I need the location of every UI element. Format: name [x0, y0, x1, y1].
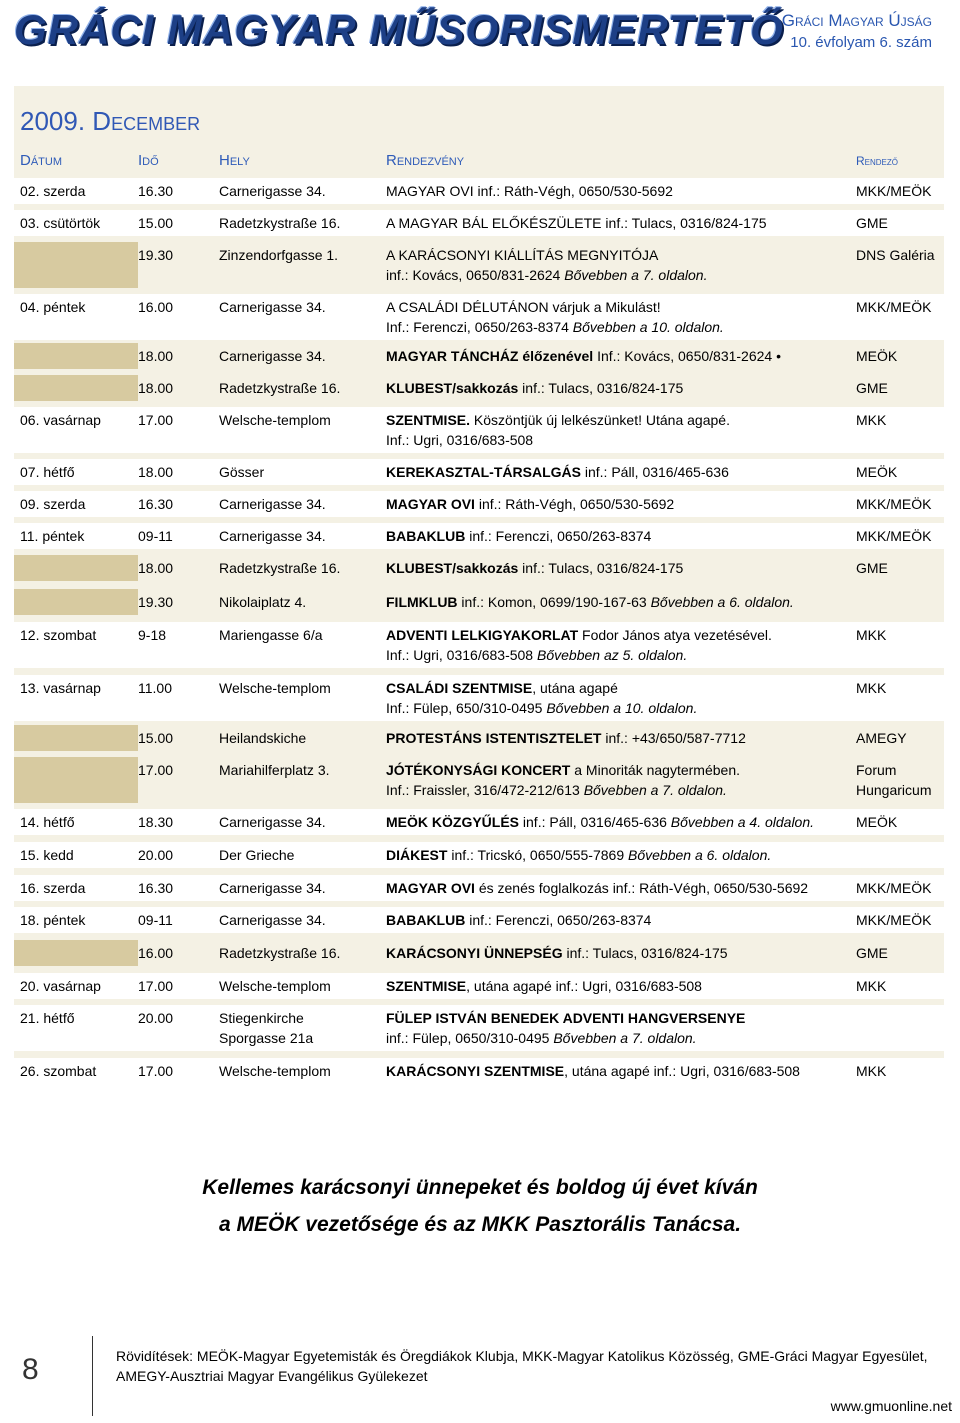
event-line	[386, 494, 674, 514]
event-cell	[386, 213, 767, 233]
organizer-line: MKK	[856, 1063, 887, 1079]
place-cell	[219, 878, 326, 898]
event-line	[386, 1061, 800, 1081]
event-title: KEREKASZTAL-TÁRSALGÁS	[386, 464, 581, 480]
month-heading: 2009. December	[20, 106, 201, 136]
table-row	[14, 757, 944, 803]
place-cell	[219, 592, 306, 612]
table-row	[14, 491, 944, 517]
place-cell	[219, 526, 326, 546]
time-cell: 09-11	[138, 912, 173, 928]
time-cell: 16.00	[138, 299, 174, 315]
event-cell	[386, 410, 730, 450]
event-line	[386, 317, 724, 337]
row-shade	[14, 940, 138, 966]
event-info: Fodor János atya vezetésével.	[578, 627, 772, 643]
date-cell: 07. hétfő	[20, 464, 75, 480]
event-cell	[386, 462, 729, 482]
time-cell: 20.00	[138, 847, 174, 863]
organizer-line: MKK	[856, 627, 887, 643]
row-shade	[14, 375, 138, 401]
organizer-cell	[856, 526, 931, 546]
page-reference: Bővebben az 5. oldalon.	[537, 647, 688, 663]
date-cell: 15. kedd	[20, 847, 74, 863]
table-row	[14, 907, 944, 933]
place-line: Radetzkystraße 16.	[219, 945, 341, 961]
time-cell: 18.00	[138, 560, 174, 576]
date-cell: 26. szombat	[20, 1063, 97, 1079]
event-info: Köszöntjük új lelkészünket! Utána agapé.	[470, 412, 730, 428]
event-info: A MAGYAR BÁL ELŐKÉSZÜLETE	[386, 215, 602, 231]
event-title: PROTESTÁNS ISTENTISZTELET	[386, 730, 602, 746]
event-line	[386, 378, 683, 398]
table-row	[14, 242, 944, 288]
column-header-event: Rendezvény	[386, 152, 465, 169]
place-line: Carnerigasse 34.	[219, 299, 326, 315]
organizer-cell	[856, 625, 886, 645]
event-cell	[386, 625, 772, 665]
event-cell	[386, 494, 674, 514]
organizer-line: DNS Galéria	[856, 247, 935, 263]
event-line	[386, 976, 702, 996]
organizer-cell	[856, 181, 931, 201]
organizer-cell	[856, 462, 897, 482]
event-info: A CSALÁDI DÉLUTÁNON várjuk a Mikulást!	[386, 299, 661, 315]
row-shade	[14, 589, 138, 615]
event-cell	[386, 378, 683, 398]
table-row	[14, 725, 944, 751]
time-cell: 15.00	[138, 730, 174, 746]
organizer-line: MKK	[856, 680, 887, 696]
event-cell	[386, 1008, 745, 1048]
event-cell	[386, 181, 673, 201]
event-line	[386, 297, 724, 317]
organizer-line: MKK/MEÖK	[856, 880, 932, 896]
event-cell	[386, 812, 814, 832]
organizer-line: MKK/MEÖK	[856, 912, 932, 928]
place-line: Carnerigasse 34.	[219, 814, 326, 830]
organizer-line: MKK/MEÖK	[856, 299, 932, 315]
event-cell	[386, 526, 651, 546]
date-cell: 16. szerda	[20, 880, 86, 896]
organizer-cell	[856, 728, 907, 748]
event-cell	[386, 910, 651, 930]
event-cell	[386, 297, 724, 337]
place-line: Welsche-templom	[219, 1063, 331, 1079]
place-line: Welsche-templom	[219, 680, 331, 696]
event-info: inf.: Fülep, 0650/310-0495	[386, 1030, 554, 1046]
place-line: Welsche-templom	[219, 412, 331, 428]
date-cell: 18. péntek	[20, 912, 86, 928]
event-info: Inf.: Ferenczi, 0650/263-8374	[386, 319, 573, 335]
table-row	[14, 1005, 944, 1051]
place-cell	[219, 378, 340, 398]
organizer-cell	[856, 943, 888, 963]
table-row	[14, 622, 944, 668]
place-cell	[219, 728, 306, 748]
place-cell	[219, 625, 323, 645]
time-cell: 9-18	[138, 627, 167, 643]
place-cell	[219, 845, 294, 865]
event-info: inf.: Páll, 0316/465-636	[519, 814, 671, 830]
table-row	[14, 407, 944, 453]
organizer-cell	[856, 378, 888, 398]
event-title: BABAKLUB	[386, 912, 466, 928]
event-title: MEÖK KÖZGYŰLÉS	[386, 814, 520, 830]
row-shade	[14, 242, 138, 288]
place-cell	[219, 410, 331, 430]
event-title: KLUBEST/sakkozás	[386, 380, 519, 396]
table-row	[14, 343, 944, 369]
organizer-cell	[856, 245, 935, 265]
event-line	[386, 346, 781, 366]
event-line	[386, 462, 729, 482]
event-cell	[386, 678, 697, 718]
event-info: Inf.: Fraissler, 316/472-212/613	[386, 782, 584, 798]
event-line	[386, 760, 740, 780]
table-row	[14, 555, 944, 581]
event-title: MAGYAR OVI	[386, 496, 475, 512]
table-row	[14, 294, 944, 340]
event-title: SZENTMISE	[386, 978, 467, 994]
table-row	[14, 875, 944, 901]
event-info: inf.: Tulacs, 0316/824-175	[601, 215, 767, 231]
organizer-cell	[856, 812, 897, 832]
table-row	[14, 940, 944, 966]
table-row	[14, 210, 944, 236]
place-line: Nikolaiplatz 4.	[219, 594, 307, 610]
place-cell	[219, 245, 338, 265]
event-line	[386, 430, 730, 450]
event-cell	[386, 1061, 800, 1081]
place-line: Carnerigasse 34.	[219, 183, 326, 199]
place-cell	[219, 678, 331, 698]
date-cell: 04. péntek	[20, 299, 86, 315]
organizer-line: MEÖK	[856, 348, 898, 364]
place-cell	[219, 910, 326, 930]
organizer-line: GME	[856, 560, 888, 576]
page-number: 8	[22, 1353, 39, 1386]
event-title: KARÁCSONYI SZENTMISE	[386, 1063, 565, 1079]
time-cell: 19.30	[138, 594, 174, 610]
date-cell: 02. szerda	[20, 183, 86, 199]
organizer-line: MKK	[856, 412, 887, 428]
time-cell: 16.30	[138, 880, 174, 896]
place-line: Stiegenkirche	[219, 1010, 304, 1026]
event-info: , utána agapé	[532, 680, 618, 696]
event-info: inf.: Tulacs, 0316/824-175	[562, 945, 728, 961]
row-shade	[14, 725, 138, 751]
time-cell: 18.00	[138, 464, 174, 480]
event-line	[386, 625, 772, 645]
place-line: Carnerigasse 34.	[219, 880, 326, 896]
event-title: FILMKLUB	[386, 594, 458, 610]
table-row	[14, 842, 944, 868]
event-info: inf.: Ferenczi, 0650/263-8374	[465, 528, 652, 544]
organizer-cell	[856, 346, 897, 366]
place-line: Welsche-templom	[219, 978, 331, 994]
event-cell	[386, 976, 702, 996]
event-line	[386, 592, 794, 612]
place-cell	[219, 346, 326, 366]
event-info: inf.: Ferenczi, 0650/263-8374	[465, 912, 652, 928]
page-reference: Bővebben a 10. oldalon.	[546, 700, 698, 716]
time-cell: 17.00	[138, 412, 174, 428]
event-cell	[386, 878, 808, 898]
place-cell	[219, 462, 264, 482]
place-line: Der Grieche	[219, 847, 295, 863]
column-header-date: Dátum	[20, 152, 62, 169]
organizer-line: GME	[856, 380, 888, 396]
event-line	[386, 645, 772, 665]
organizer-line: MKK/MEÖK	[856, 183, 932, 199]
row-shade	[14, 757, 138, 803]
page-reference: Bővebben a 7. oldalon.	[564, 267, 708, 283]
event-line	[386, 1008, 745, 1028]
place-cell	[219, 494, 326, 514]
event-cell	[386, 760, 740, 800]
event-info: inf.: Ráth-Végh, 0650/530-5692	[473, 183, 673, 199]
place-line: Mariengasse 6/a	[219, 627, 323, 643]
event-cell	[386, 558, 683, 578]
place-cell	[219, 812, 326, 832]
abbreviations-line-1: Rövidítések: MEÖK-Magyar Egyetemisták és Öregdiákok Klubja, MKK-Magyar Katolikus Közösség, GME-Gráci Magyar Egyesület,	[116, 1348, 928, 1364]
event-info: , utána agapé inf.: Ugri, 0316/683-508	[564, 1063, 800, 1079]
event-line	[386, 265, 707, 285]
row-shade	[14, 555, 138, 581]
time-cell: 16.30	[138, 183, 174, 199]
organizer-cell	[856, 213, 888, 233]
event-title: MAGYAR TÁNCHÁZ élőzenével	[386, 348, 594, 364]
event-title: BABAKLUB	[386, 528, 466, 544]
date-cell: 09. szerda	[20, 496, 86, 512]
event-line	[386, 245, 707, 265]
organizer-cell	[856, 910, 931, 930]
date-cell: 03. csütörtök	[20, 215, 101, 231]
organizer-cell	[856, 494, 931, 514]
date-cell: 11. péntek	[20, 528, 85, 544]
event-line	[386, 845, 771, 865]
greeting-line-2: a MEÖK vezetősége és az MKK Pasztorális Tanácsa.	[218, 1213, 742, 1236]
event-info: inf.: Tulacs, 0316/824-175	[518, 560, 684, 576]
place-line: Carnerigasse 34.	[219, 348, 326, 364]
organizer-line: AMEGY	[856, 730, 907, 746]
organizer-line: MKK/MEÖK	[856, 528, 932, 544]
place-line: Heilandskiche	[219, 730, 307, 746]
table-row	[14, 1058, 944, 1084]
organizer-cell	[856, 678, 886, 698]
place-cell	[219, 1008, 313, 1048]
column-header-organizer: Rendező	[856, 154, 899, 168]
masthead-title: GRÁCI MAGYAR MŰSORISMERTETŐ	[14, 6, 784, 53]
time-cell: 18.00	[138, 348, 174, 364]
organizer-line: MKK	[856, 978, 887, 994]
place-cell	[219, 760, 330, 780]
abbreviations-line-2: AMEGY-Ausztriai Magyar Evangélikus Gyülekezet	[116, 1368, 428, 1384]
table-row	[14, 973, 944, 999]
organizer-cell	[856, 558, 888, 578]
event-line	[386, 410, 730, 430]
place-line: Radetzkystraße 16.	[219, 215, 341, 231]
event-line	[386, 812, 814, 832]
time-cell: 16.00	[138, 945, 174, 961]
time-cell: 18.00	[138, 380, 174, 396]
organizer-cell	[856, 410, 886, 430]
organizer-line: MEÖK	[856, 814, 898, 830]
event-title: KARÁCSONYI ÜNNEPSÉG	[386, 945, 563, 961]
event-title: CSALÁDI SZENTMISE	[386, 680, 533, 696]
place-line: Sporgasse 21a	[219, 1030, 314, 1046]
event-info: MAGYAR OVI	[386, 183, 474, 199]
event-info: inf.: Kovács, 0650/831-2624	[386, 267, 565, 283]
time-cell: 20.00	[138, 1010, 174, 1026]
event-cell	[386, 245, 707, 285]
event-line	[386, 728, 746, 748]
page-reference: Bővebben a 6. oldalon.	[650, 594, 794, 610]
page-reference: Bővebben a 7. oldalon.	[583, 782, 727, 798]
publication-name: Gráci Magyar Újság	[781, 11, 932, 30]
place-cell	[219, 181, 326, 201]
time-cell: 17.00	[138, 1063, 174, 1079]
time-cell: 16.30	[138, 496, 174, 512]
event-line	[386, 910, 651, 930]
place-line: Carnerigasse 34.	[219, 528, 326, 544]
place-line: Radetzkystraße 16.	[219, 560, 341, 576]
event-info: inf.: Ráth-Végh, 0650/530-5692	[474, 496, 675, 512]
time-cell: 17.00	[138, 762, 174, 778]
organizer-cell	[856, 760, 931, 800]
event-line	[386, 698, 697, 718]
event-info: A KARÁCSONYI KIÁLLÍTÁS MEGNYITÓJA	[386, 247, 659, 263]
event-title: SZENTMISE.	[386, 412, 471, 428]
event-title: DIÁKEST	[386, 847, 448, 863]
place-cell	[219, 558, 340, 578]
event-cell	[386, 346, 781, 366]
event-cell	[386, 592, 794, 612]
page-reference: Bővebben a 6. oldalon.	[628, 847, 772, 863]
event-info: Inf.: Fülep, 650/310-0495	[386, 700, 547, 716]
event-cell	[386, 845, 771, 865]
time-cell: 11.00	[138, 680, 172, 696]
table-row	[14, 459, 944, 485]
event-line	[386, 558, 683, 578]
place-cell	[219, 976, 331, 996]
greeting-line-1: Kellemes karácsonyi ünnepeket és boldog új évet kíván	[202, 1176, 758, 1199]
event-info: inf.: +43/650/587-7712	[601, 730, 746, 746]
organizer-line: Hungaricum	[856, 782, 932, 798]
row-shade	[14, 343, 138, 369]
organizer-cell	[856, 976, 886, 996]
website-link[interactable]: www.gmuonline.net	[830, 1398, 952, 1414]
place-cell	[219, 943, 340, 963]
place-cell	[219, 213, 340, 233]
time-cell: 15.00	[138, 215, 174, 231]
event-info: Inf.: Ugri, 0316/683-508	[386, 432, 534, 448]
column-header-time: Idő	[138, 152, 159, 169]
date-cell: 13. vasárnap	[20, 680, 101, 696]
place-line: Mariahilferplatz 3.	[219, 762, 330, 778]
event-info: , utána agapé inf.: Ugri, 0316/683-508	[466, 978, 702, 994]
time-cell: 18.30	[138, 814, 174, 830]
event-info: Inf.: Ugri, 0316/683-508	[386, 647, 537, 663]
issue-number: 10. évfolyam 6. szám	[790, 34, 932, 51]
organizer-cell	[856, 1061, 886, 1081]
date-cell: 12. szombat	[20, 627, 97, 643]
organizer-line: GME	[856, 945, 888, 961]
page-reference: Bővebben a 7. oldalon.	[553, 1030, 697, 1046]
page-reference: Bővebben a 4. oldalon.	[670, 814, 815, 830]
table-row	[14, 178, 944, 204]
event-info: a Minoriták nagytermében.	[570, 762, 740, 778]
organizer-cell	[856, 878, 931, 898]
organizer-line: MEÖK	[856, 464, 898, 480]
event-title: KLUBEST/sakkozás	[386, 560, 519, 576]
event-info: inf.: Komon, 0699/190-167-63	[457, 594, 651, 610]
event-info: inf.: Páll, 0316/465-636	[580, 464, 729, 480]
table-row	[14, 375, 944, 401]
time-cell: 19.30	[138, 247, 174, 263]
event-cell	[386, 943, 728, 963]
event-line	[386, 678, 697, 698]
event-info: Inf.: Kovács, 0650/831-2624 •	[593, 348, 781, 364]
place-line: Radetzkystraße 16.	[219, 380, 341, 396]
time-cell: 17.00	[138, 978, 174, 994]
place-line: Zinzendorfgasse 1.	[219, 247, 339, 263]
abbreviations	[116, 1346, 928, 1386]
event-title: ADVENTI LELKIGYAKORLAT	[386, 627, 579, 643]
event-info: inf.: Tulacs, 0316/824-175	[518, 380, 684, 396]
table-row	[14, 589, 944, 615]
event-title: FÜLEP ISTVÁN BENEDEK ADVENTI HANGVERSENYE	[386, 1010, 746, 1026]
event-title: MAGYAR OVI	[386, 880, 475, 896]
event-line	[386, 780, 740, 800]
organizer-line: Forum	[856, 762, 897, 778]
table-row	[14, 523, 944, 549]
page-reference: Bővebben a 10. oldalon.	[572, 319, 724, 335]
event-title: JÓTÉKONYSÁGI KONCERT	[386, 762, 571, 778]
date-cell: 06. vasárnap	[20, 412, 101, 428]
event-line	[386, 943, 728, 963]
footer-divider	[92, 1336, 93, 1416]
publication-info	[782, 10, 932, 54]
column-header-place: Hely	[219, 152, 250, 169]
place-cell	[219, 1061, 331, 1081]
organizer-line: MKK/MEÖK	[856, 496, 932, 512]
event-line	[386, 526, 651, 546]
event-line	[386, 878, 808, 898]
place-cell	[219, 297, 326, 317]
event-info: és zenés foglalkozás inf.: Ráth-Végh, 0650/530-5692	[474, 880, 809, 896]
table-row	[14, 675, 944, 721]
date-cell: 14. hétfő	[20, 814, 75, 830]
event-line	[386, 1028, 745, 1048]
organizer-cell	[856, 297, 931, 317]
place-line: Gösser	[219, 464, 265, 480]
event-line	[386, 213, 767, 233]
place-line: Carnerigasse 34.	[219, 912, 326, 928]
event-info: inf.: Tricskó, 0650/555-7869	[447, 847, 629, 863]
place-line: Carnerigasse 34.	[219, 496, 326, 512]
date-cell: 21. hétfő	[20, 1010, 75, 1026]
time-cell: 09-11	[138, 528, 173, 544]
organizer-line: GME	[856, 215, 888, 231]
event-cell	[386, 728, 746, 748]
date-cell: 20. vasárnap	[20, 978, 101, 994]
event-line	[386, 181, 673, 201]
table-row	[14, 809, 944, 835]
